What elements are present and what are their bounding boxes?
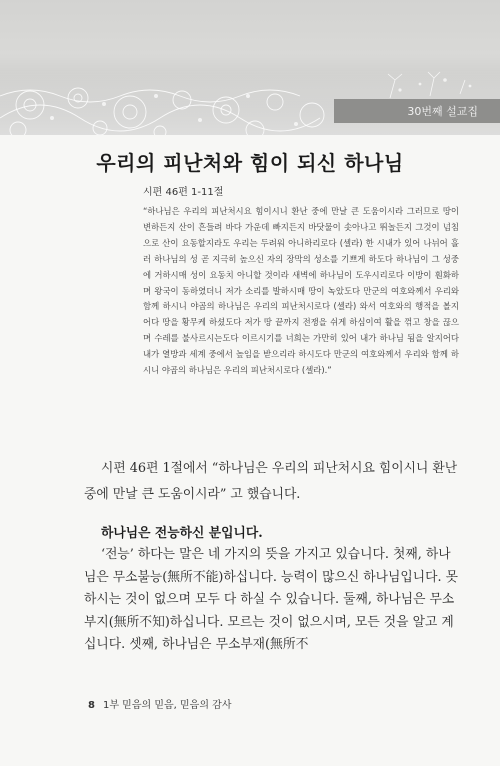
body-paragraph-intro: 시편 46편 1절에서 “하나님은 우리의 피난처시요 힘이시니 환난 중에 만날 큰 도움이시라” 고 했습니다. [84, 461, 458, 502]
part-label: 1부 믿음의 믿음, 믿음의 감사 [102, 700, 232, 711]
scripture-reference: 시편 46편 1-11절 [143, 187, 224, 198]
sermon-title: 우리의 피난처와 힘이 되신 하나님 [96, 151, 404, 175]
series-label-tag [334, 99, 500, 123]
page-number: 8 [88, 700, 95, 711]
series-label: 30번째 설교집 [407, 105, 478, 118]
header-banner [0, 0, 500, 135]
section-subheading: 하나님은 전능하신 분입니다. [101, 526, 263, 541]
page-footer [88, 696, 232, 711]
scripture-quote: “하나님은 우리의 피난처시요 힘이시니 환난 중에 만날 큰 도움이시라 그러므로 땅이 변하든지 산이 흔들려 바다 가운데 빠지든지 바닷물이 솟아나고 뛰놀든지 그것이 넘침으로 산이 요동할지라도 우리는 두려워 아니하리로다 (셀라) 한 시내가 있어 나뉘어 흘러 하나님의 성 곧 지극히 높으신 자의 장막의 성소를 기쁘게 하도다 하나님이 그 성중에 거하시매 성이 요동치 아니할 것이라 새벽에 하나님이 도우시리로다 이방이 훤화하며 왕국이 동하였더니 저가 소리를 발하시매 땅이 녹았도다 만군의 여호와께서 우리와 함께 하시니 야곱의 하나님은 우리의 피난처시로다 (셀라) 와서 여호와의 행적을 볼지어다 땅을 황무케 하셨도다 저가 땅 끝까지 전쟁을 쉬게 하심이여 활을 꺾고 창을 끊으며 수레를 불사르시는도다 이르시기를 너희는 가만히 있어 내가 하나님 됨을 알지어다 내가 열방과 세계 중에서 높임을 받으리라 하시도다 만군의 여호와께서 우리와 함께 하시니 야곱의 하나님은 우리의 피난처시로다 (셀라).” [143, 206, 459, 376]
body-paragraph-omnipotence: ‘전능’ 하다는 말은 네 가지의 뜻을 가지고 있습니다. 첫째, 하나님은 무소불능(無所不能)하십니다. 능력이 많으신 하나님입니다. 못 하시는 것이 없으며 모두 다 하실 수 있습니다. 둘째, 하나님은 무소부지(無所不知)하십니다. 모르는 것이 없으시며, 모든 것을 알고 계십니다. 셋째, 하나님은 무소부재(無所不 [84, 547, 458, 652]
